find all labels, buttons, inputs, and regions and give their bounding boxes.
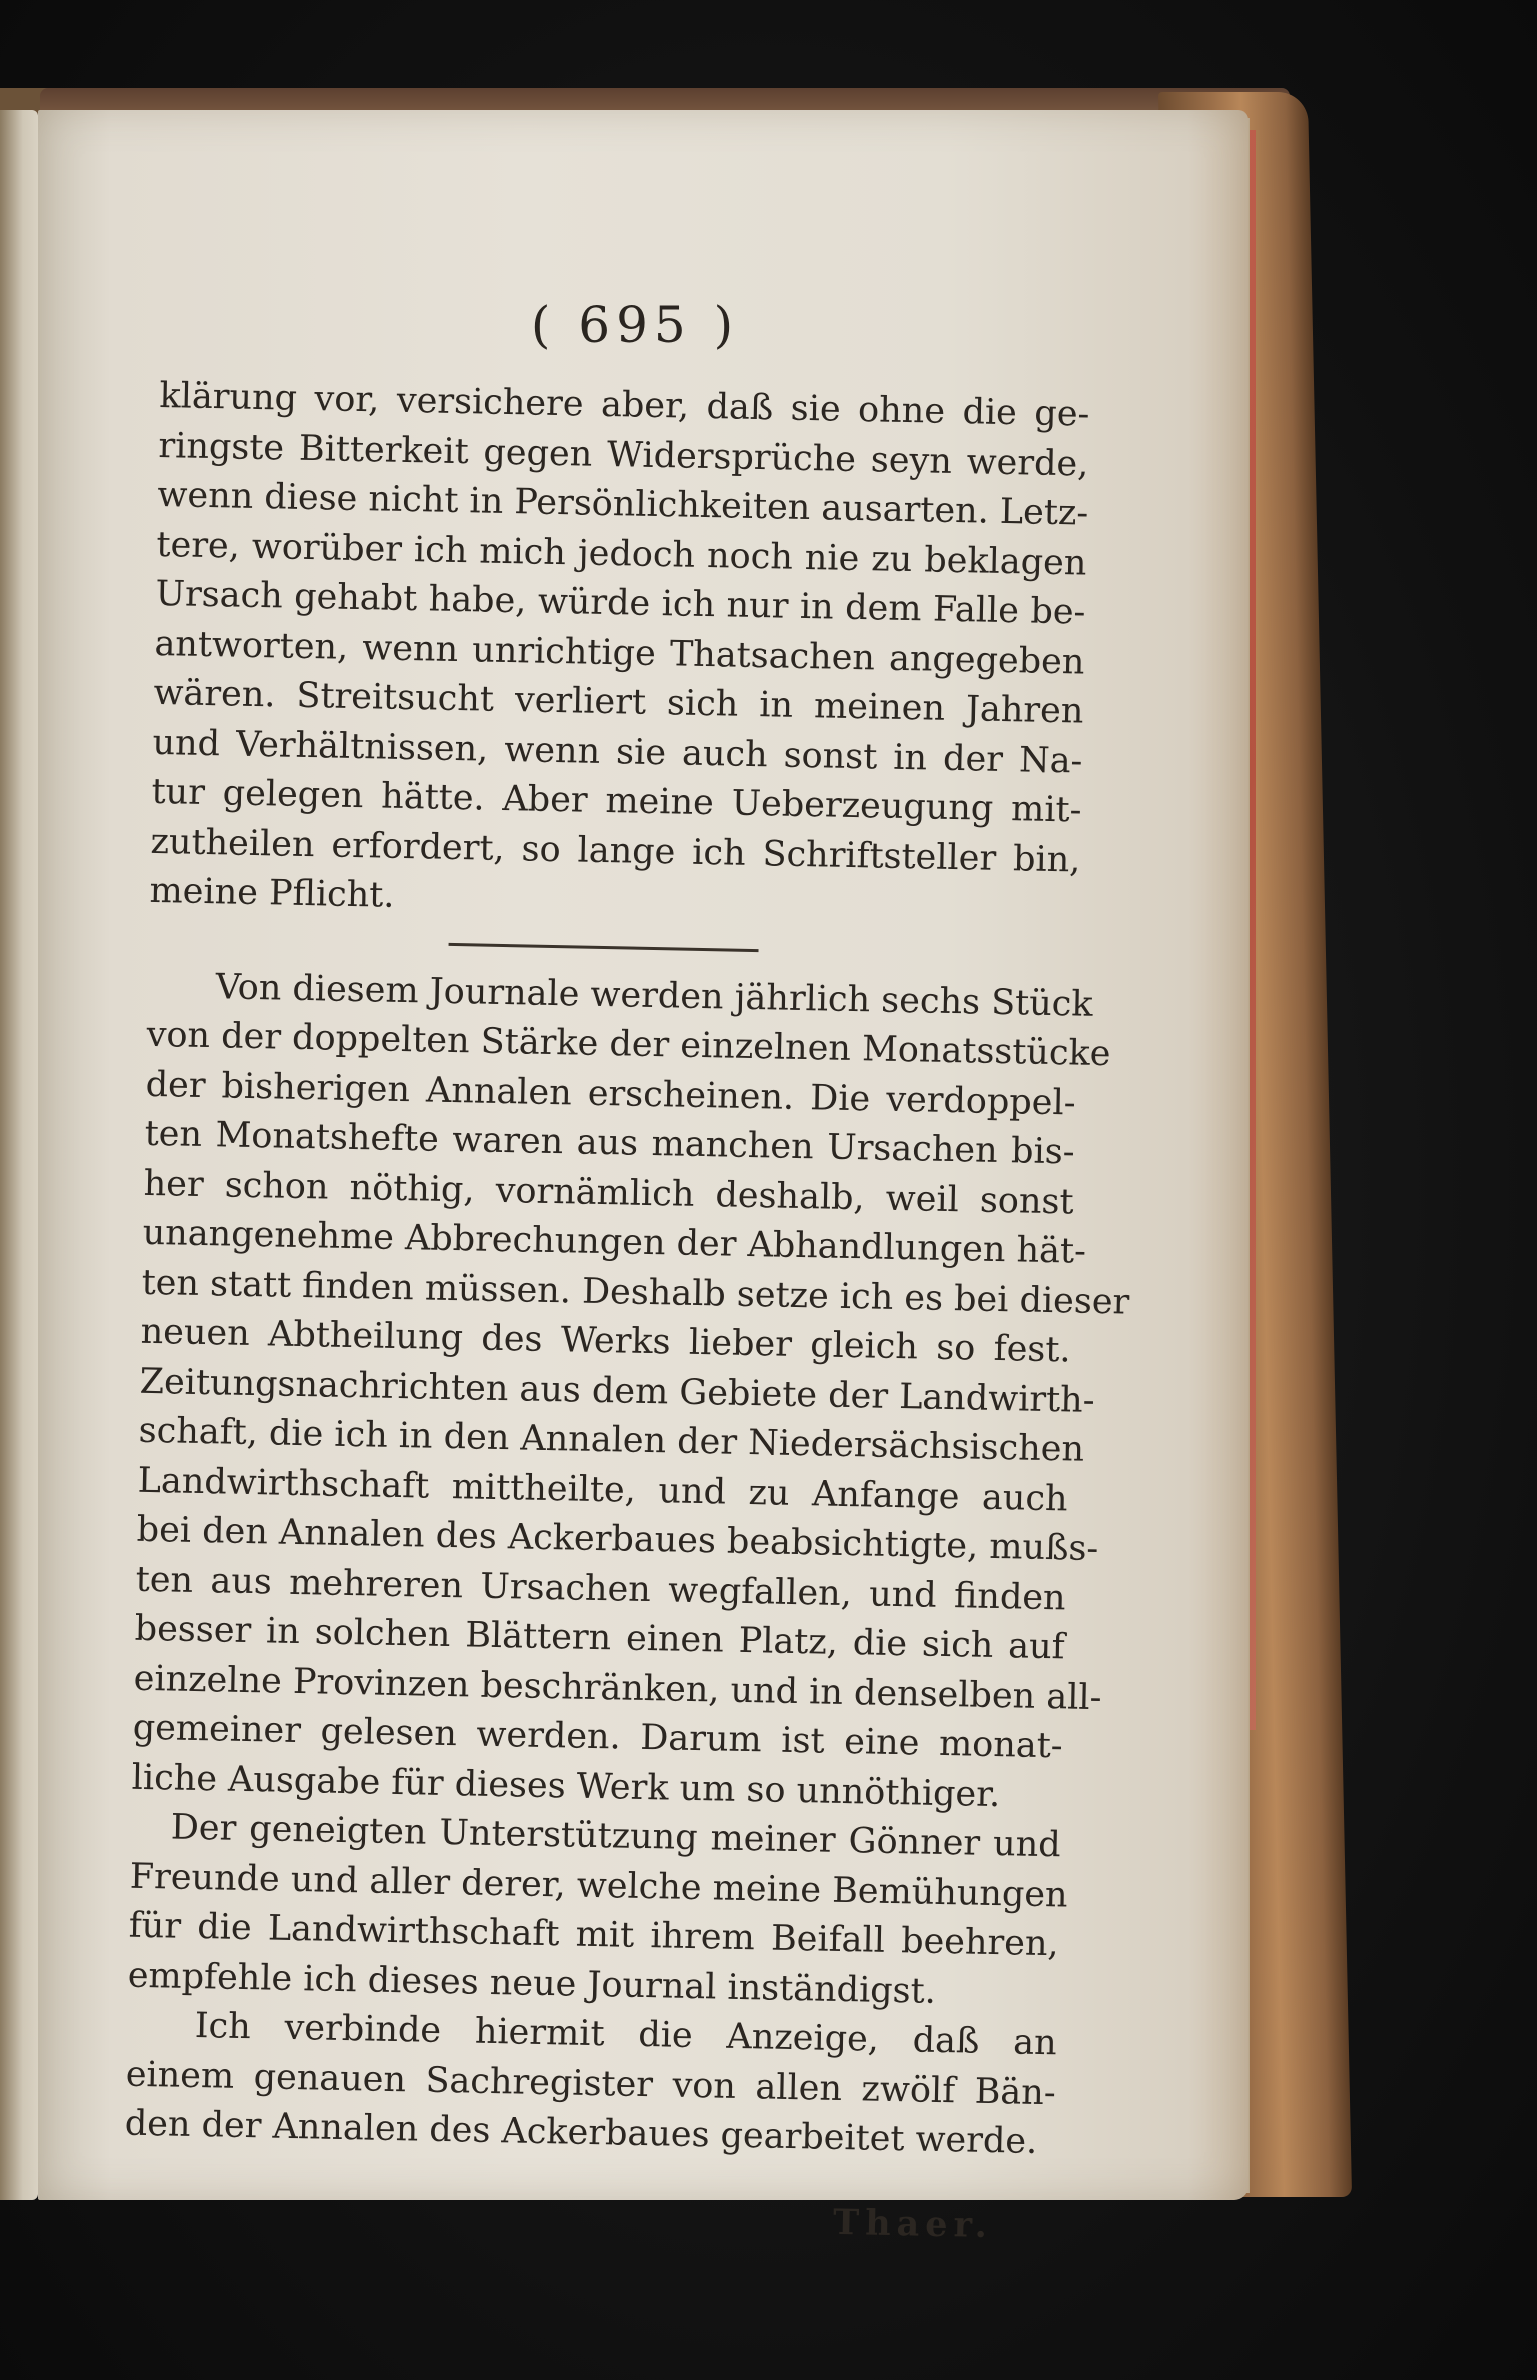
text-line: ten statt finden müssen. Deshalb setze ich es bei dieser xyxy=(141,1262,1130,1323)
text-line: der bisherigen Annalen erscheinen. Die verdoppel- xyxy=(145,1064,1076,1124)
text-line: ten Monatshefte waren aus manchen Ursachen bis- xyxy=(144,1113,1075,1173)
text-line: wären. Streitsucht verliert sich in meinen Jahren xyxy=(153,672,1084,732)
red-page-edge xyxy=(1250,130,1256,1730)
text-line: tur gelegen hätte. Aber meine Ueberzeugung mit- xyxy=(151,771,1082,831)
author-signature: Thaer. xyxy=(832,2201,994,2246)
text-line: Der geneigten Unterstützung meiner Gönner und xyxy=(170,1807,1062,1866)
text-line: Freunde und aller derer, welche meine Bemühungen xyxy=(129,1856,1068,1916)
text-line: antworten, wenn unrichtige Thatsachen angegeben xyxy=(154,623,1085,683)
text-line: von der doppelten Stärke der einzelnen Monatsstücke xyxy=(146,1014,1111,1075)
text-line: Ursach gehabt habe, würde ich nur in dem Falle be- xyxy=(155,573,1086,633)
text-line: bei den Annalen des Ackerbaues beabsichtigte, mußs- xyxy=(136,1509,1099,1570)
page-number: ( 695 ) xyxy=(530,296,740,354)
text-line: ten aus mehreren Ursachen wegfallen, und finden xyxy=(135,1559,1066,1618)
text-line: einem genauen Sachregister von allen zwölf Bän- xyxy=(125,2054,1057,2113)
text-line: unangenehme Abbrechungen der Abhandlungen hät- xyxy=(142,1212,1087,1272)
section-divider xyxy=(449,942,759,951)
text-line: empfehle ich dieses neue Journal inständigst. xyxy=(127,1955,937,2012)
text-line: einzelne Provinzen beschränken, und in denselben all- xyxy=(133,1658,1102,1718)
text-line: Zeitungsnachrichten aus dem Gebiete der Landwirth- xyxy=(139,1361,1095,1421)
text-line: wenn diese nicht in Persönlichkeiten ausarten. Letz- xyxy=(157,474,1089,534)
previous-page-edge xyxy=(0,110,38,2200)
text-line: Ich verbinde hiermit die Anzeige, daß an xyxy=(194,2006,1058,2064)
text-line: den der Annalen des Ackerbaues gearbeitet werde. xyxy=(124,2103,1038,2162)
text-line: Landwirthschaft mittheilte, und zu Anfange auch xyxy=(137,1460,1068,1519)
text-line: zutheilen erfordert, so lange ich Schriftsteller bin, xyxy=(150,821,1081,881)
text-line: tere, worüber ich mich jedoch noch nie zu beklagen xyxy=(156,524,1087,584)
text-line: für die Landwirthschaft mit ihrem Beifall beehren, xyxy=(128,1905,1060,1965)
text-line: gemeiner gelesen werden. Darum ist eine monat- xyxy=(132,1707,1063,1767)
text-line: meine Pflicht. xyxy=(149,870,395,916)
text-line: ringste Bitterkeit gegen Widersprüche seyn werde, xyxy=(158,425,1089,485)
page-text xyxy=(123,372,1130,2251)
text-line: und Verhältnissen, wenn sie auch sonst in der Na- xyxy=(152,722,1083,782)
text-line: schaft, die ich in den Annalen der Niedersächsischen xyxy=(138,1410,1085,1470)
text-line: liche Ausgabe für dieses Werk um so unnöthiger. xyxy=(131,1757,1001,1815)
text-line: klärung vor, versichere aber, daß sie ohne die ge- xyxy=(159,375,1090,435)
text-line: her schon nöthig, vornämlich deshalb, weil sonst xyxy=(143,1163,1074,1222)
text-line: neuen Abtheilung des Werks lieber gleich so fest. xyxy=(140,1311,1071,1371)
text-line: besser in solchen Blättern einen Platz, die sich auf xyxy=(134,1608,1065,1668)
text-line: Von diesem Journale werden jährlich sechs Stück xyxy=(215,966,1093,1025)
